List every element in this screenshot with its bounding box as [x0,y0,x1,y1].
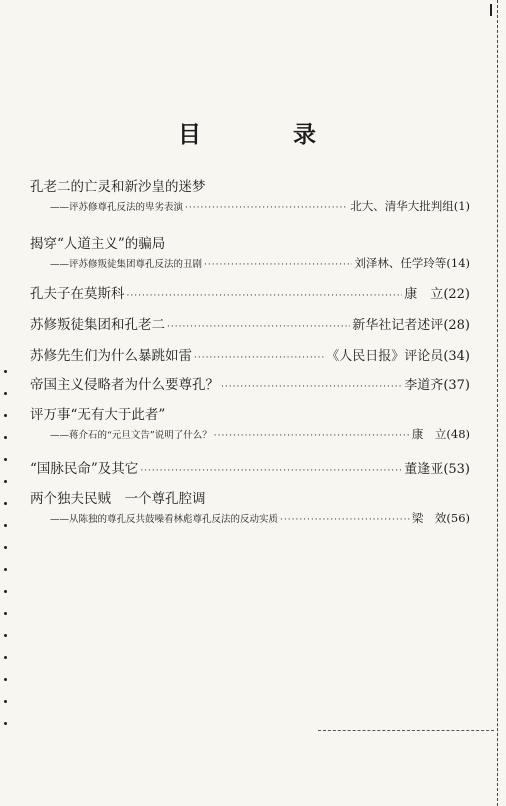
entry-page: (37) [443,378,470,393]
toc-entry [30,457,470,477]
entry-page: (14) [446,256,470,270]
title-char: 目 [178,121,203,148]
leader-dots [204,260,352,270]
title-char: 录 [293,121,318,148]
corner-mark [490,4,502,16]
toc-entry [30,487,470,526]
leader-dots [127,291,403,301]
entry-author: 康 立 [404,287,444,302]
toc-entry [30,232,470,271]
leader-dots [185,203,348,213]
binding-holes [4,370,8,744]
entry-author: 新华社记者述评 [352,318,444,333]
entry-title: 揭穿“人道主义”的骗局 [30,236,166,252]
leader-dots [140,466,402,476]
entry-author: 董逢亚 [404,462,444,477]
leader-dots [221,382,402,392]
entry-title: 孔老二的亡灵和新沙皇的迷梦 [30,179,206,195]
leader-dots [194,353,324,363]
entry-page: (1) [453,199,470,213]
entry-title: “国脉民命”及其它 [30,461,139,477]
entry-author: 刘泽林、任学玲等 [354,256,447,270]
entry-author: 梁 效 [411,511,447,525]
leader-dots [167,322,350,332]
page-bottom-line [318,730,494,732]
leader-dots [280,515,410,525]
entry-page: (56) [446,511,470,525]
entry-page: (53) [443,462,470,477]
entry-title: 孔夫子在莫斯科 [30,286,125,302]
entry-title: 帝国主义侵略者为什么要尊孔？ [30,377,219,393]
entry-page: (28) [443,318,470,333]
leader-dots [214,431,410,441]
toc-entry [30,403,470,442]
toc-entry [30,373,470,393]
toc-entry [30,344,470,364]
toc-entry [30,313,470,333]
entry-author: 北大、清华大批判组 [350,199,454,213]
toc-entry [30,175,470,214]
page-edge [496,0,498,806]
entry-page: (48) [446,427,470,441]
entry-subtitle: ——蒋介石的“元旦文告”说明了什么？ [50,430,212,441]
entry-subtitle: ——从陈独的尊孔反共鼓噪看林彪尊孔反法的反动实质 [50,514,279,525]
page-title [178,116,318,149]
entry-author: 《人民日报》评论员 [326,349,444,364]
toc-entry [30,282,470,302]
entry-author: 李道齐 [404,378,444,393]
entry-title: 两个独夫民贼 一个尊孔腔调 [30,491,206,507]
entry-subtitle: ——评苏修叛徒集团尊孔反法的丑剧 [50,259,203,270]
entry-page: (22) [443,287,470,302]
entry-title: 评万事“无有大于此者” [30,407,166,423]
entry-author: 康 立 [411,427,447,441]
entry-subtitle: ——评苏修尊孔反法的卑劣表演 [50,202,184,213]
entry-title: 苏修先生们为什么暴跳如雷 [30,348,192,364]
entry-page: (34) [443,349,470,364]
entry-title: 苏修叛徒集团和孔老二 [30,317,165,333]
